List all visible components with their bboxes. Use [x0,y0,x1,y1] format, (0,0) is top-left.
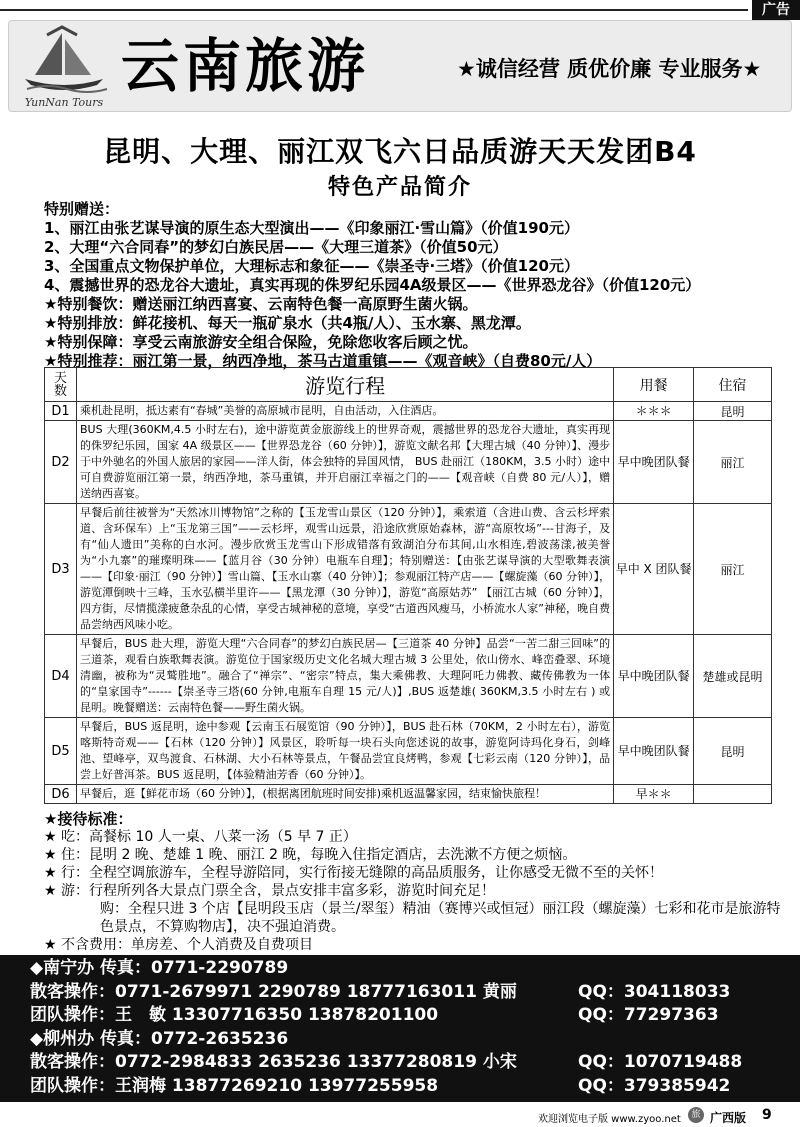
contact-left: 团队操作：王润梅 13877269210 13977255958 [30,1075,439,1096]
page-number: 9 [762,1107,772,1123]
table-row [45,785,772,804]
contact-row [30,981,800,1005]
table-row [45,421,772,504]
contact-row [30,1075,800,1099]
brand-name: 云南旅游 [121,32,370,100]
note-line: ★ 游：行程所列各大景点门票全含，景点安排丰富多彩，游览时间充足！ [44,883,495,899]
meal-cell: 早中晚团队餐 [614,718,694,785]
header-banner [8,20,792,112]
hotel-cell: 楚雄或昆明 [694,635,772,718]
contact-left: 团队操作：王 敏 13307716350 13878201100 [30,1005,439,1025]
sailboat-logo-icon [17,25,111,109]
page-title: 昆明、大理、丽江双飞六日品质游天天发团B4 [103,135,697,168]
contact-row [30,957,800,981]
day-cell: D6 [45,785,77,804]
contact-left: ◆柳州办 传真：0772-2635236 [30,1028,289,1049]
contact-qq: QQ：304118033 [578,981,731,1002]
desc-cell: BUS 大理(360KM,4.5 小时左右)，途中游览黄金旅游线上的世界奇观，震撼世界的恐龙谷大遗址，真实再现的侏罗纪乐园，国家 4A 级景区——【世界恐龙谷（60 分钟）】，游览文献名邦【大理古城（40 分钟）】、漫步于中外驰名的外国人旅居的家园——洋人街，体会独特的异国风情， BUS 赴丽江（180KM，3.5 小时）途中可自费游览丽江第一景，纳西净地，茶马重镇，并开启丽江幸福之门的——【观音峡（自费 80 元/人）】，赠送纳西喜宴。 [76,421,613,504]
contact-left: ◆南宁办 传真：0771-2290789 [30,958,289,978]
contact-qq: QQ：77297363 [578,1005,719,1025]
table-header-row [45,368,772,402]
meal-cell: 早中晚团队餐 [614,421,694,504]
day-cell: D2 [45,421,77,504]
day-cell: D1 [45,402,77,421]
gift-line: 2、大理“六合同春”的梦幻白族民居——《大理三道茶》（价值50元） [44,238,508,256]
contact-qq: QQ：379385942 [578,1075,731,1096]
desc-cell: 早餐后，BUS 赴大理，游览大理“六合同春”的梦幻白族民居—【三道茶 40 分钟】品尝“一苦二甜三回味”的三道茶，观看白族歌舞表演。游览位于国家级历史文化名城大理古城 3 公里处，依山傍水、峰峦叠翠、环境清幽，被称为“灵鹫胜地”。融合了“禅宗”、“密宗”特点，集大乘佛教、大理阿吒力佛教、藏传佛教为一体的“皇家国寺”------【崇圣寺三塔(60 分钟,电瓶车自理 15 元/人)】,BUS 返楚雄( 360KM,3.5 小时左右 ) 或昆明。晚餐赠送：云南特色餐——野生菌火锅。 [76,635,613,718]
zyoo-logo-icon: 旅 [688,1107,704,1123]
gift-line: 4、震撼世界的恐龙谷大遗址，真实再现的侏罗纪乐园4A级景区——《世界恐龙谷》（价值120元） [44,276,701,294]
col-header-meal: 用餐 [614,368,694,402]
meal-cell: 早中晚团队餐 [614,635,694,718]
note-line: ★ 住：昆明 2 晚、楚雄 1 晚、丽江 2 晚，每晚入住指定酒店，去洗漱不方便之烦恼。 [44,847,577,863]
day-cell: D3 [45,504,77,635]
hotel-cell: 昆明 [694,402,772,421]
gift-line: ★特别排放：鲜花接机、每天一瓶矿泉水（共4瓶/人）、玉水寨、黑龙潭。 [44,314,531,332]
meal-cell: ＊＊＊ [614,402,694,421]
page-footer [0,1104,800,1127]
meal-cell: 早＊＊ [614,785,694,804]
hotel-cell [694,785,772,804]
col-header-day: 天 数 [45,368,77,402]
note-line: ★ 吃：高餐标 10 人一桌、八菜一汤（5 早 7 正） [44,829,357,845]
contact-left: 散客操作：0771-2679971 2290789 18777163011 黄丽 [30,981,517,1002]
logo-text: YunNan Tours [24,96,104,109]
desc-cell: 乘机赴昆明，抵达素有“春城”美誉的高原城市昆明，自由活动，入住酒店。 [76,402,613,421]
note-line: ★ 不含费用：单房差、个人消费及自费项目 [44,937,313,953]
slogan: ★诚信经营 质优价廉 专业服务★ [457,57,762,81]
gifts-heading: 特别赠送： [44,200,120,218]
table-row [45,504,772,635]
gift-line: ★特别推荐：丽江第一景，纳西净地，茶马古道重镇——《观音峡》（自费80元/人） [44,352,602,370]
contact-left: 散客操作：0772-2984833 2635236 13377280819 小宋 [30,1052,517,1072]
contact-qq: QQ：1070719488 [578,1052,743,1072]
page-subtitle: 特色产品简介 [327,175,472,200]
day-cell: D5 [45,718,77,785]
note-line: ★ 行：全程空调旅游车，全程导游陪同，实行衔接无缝隙的高品质服务，让你感受无微不至的关怀！ [44,865,663,881]
col-header-itinerary: 游览行程 [76,368,613,402]
gift-line: ★特别保障：享受云南旅游安全组合保险，免除您收客后顾之忧。 [44,333,478,351]
gift-line: 1、丽江由张艺谋导演的原生态大型演出——《印象丽江·雪山篇》（价值190元） [44,219,579,237]
day-cell: D4 [45,635,77,718]
ad-tag: 广告 [752,0,800,20]
footer-website: 欢迎浏览电子版 www.zyoo.net [538,1114,681,1125]
reception-standards [44,810,784,954]
desc-cell: 早餐后，逛【鲜花市场（60 分钟）】，(根据离团航班时间安排)乘机返温馨家园，结束愉快旅程！ [76,785,613,804]
contact-row [30,1004,800,1028]
contact-row [30,1051,800,1075]
itinerary-table [44,367,772,804]
hotel-cell: 丽江 [694,421,772,504]
contact-panel [0,955,800,1102]
gift-line: 3、全国重点文物保护单位，大理标志和象征——《崇圣寺·三塔》（价值120元） [44,257,579,275]
desc-cell: 早餐后前往被誉为“天然冰川博物馆”之称的【玉龙雪山景区（120 分钟）】，乘索道（含进山费、含云杉坪索道、含环保车）上“玉龙第三国”——云杉坪，观雪山远景，沿途欣赏原始森林，游“高原牧场”---甘海子，及有“仙人遗田”美称的白水河。漫步欣赏玉龙雪山下形成错落有致湖泊分布其间,山水相连,碧波荡漾,被美誉为“小九寨”的璀璨明珠——【蓝月谷（30 分钟）电瓶车自理】；特别赠送：【由张艺谋导演的大型歌舞表演——【印象·丽江（90 分钟）】雪山篇、【玉水山寨（40 分钟）】；参观丽江特产店——【螺旋藻（60 分钟）】，游览潭倒映十三峰，玉水弘横半里许——【黑龙潭（30 分钟）】，游览“高原姑苏” 【丽江古城（60 分钟）】，四方街，尽情揽漾疲惫杂乱的心情，享受古城神秘的意境，享受“古道西风瘦马，小桥流水人家”神秘，晚自费品尝纳西风味小吃。 [76,504,613,635]
hotel-cell: 丽江 [694,504,772,635]
desc-cell: 早餐后，BUS 返昆明，途中参观【云南玉石展览馆（90 分钟）】，BUS 赴石林（70KM，2 小时左右），游览喀斯特奇观——【石林（120 分钟）】风景区，聆听每一块石头向您述说的故事，游览阿诗玛化身石，剑峰池、望峰亭，双鸟渡食、石林湖、大小石林等景点，午餐品尝宜良烤鸭，参观【七彩云南（120 分钟）】，品尝上好普洱茶。BUS 返昆明，【体验精油芳香（60 分钟）】。 [76,718,613,785]
table-row [45,718,772,785]
hotel-cell: 昆明 [694,718,772,785]
gift-line: ★特别餐饮：赠送丽江纳西喜宴、云南特色餐一高原野生菌火锅。 [44,295,478,313]
special-gifts [44,200,784,371]
top-rule [0,9,748,11]
notes-heading: ★接待标准： [44,810,133,828]
table-row [45,402,772,421]
table-row [45,635,772,718]
note-line: 购：全程只进 3 个店【昆明段玉店（景兰/翠玺）精油（赛博兴或恒冠）丽江段（螺旋藻）七彩和花市是旅游特色景点，不算购物店】，决不强迫消费。 [100,901,781,935]
footer-edition: 广西版 [710,1111,747,1125]
meal-cell: 早中 X 团队餐 [614,504,694,635]
contact-row [30,1028,800,1052]
col-header-hotel: 住宿 [694,368,772,402]
